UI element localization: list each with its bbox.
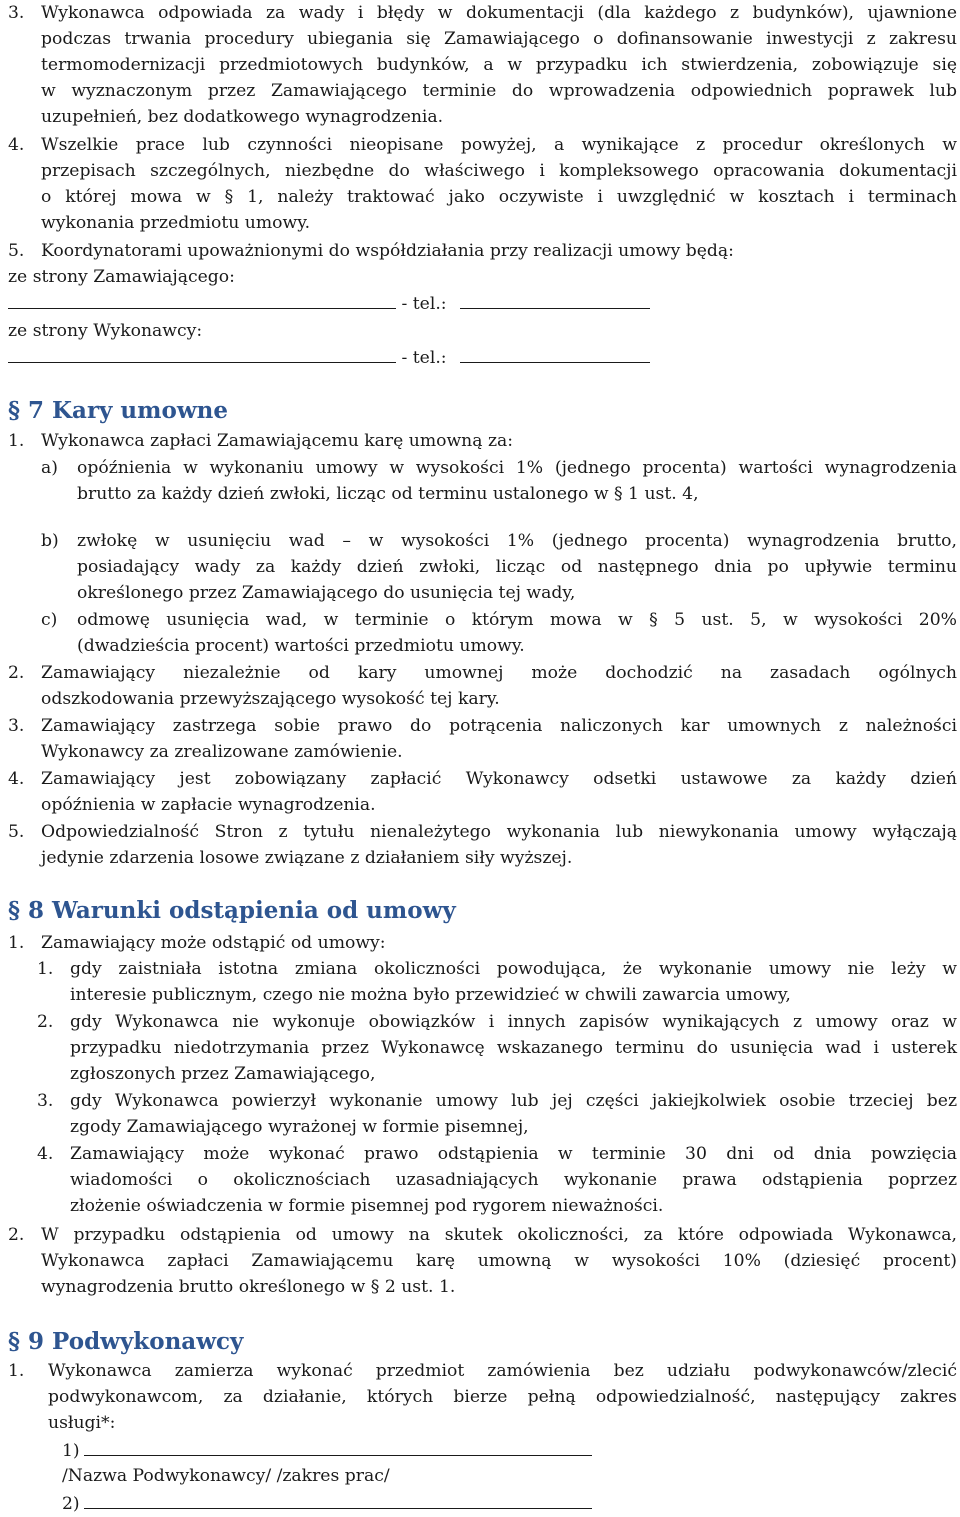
text-line: (dwadzieścia procent) wartości przedmiotu umowy.	[77, 636, 525, 656]
text-line: przepisach szczególnych, niezbędne do właściwego i kompleksowego opracowania dokumentacji	[41, 161, 957, 181]
tel-blank[interactable]	[460, 344, 650, 363]
subcontractor-blank[interactable]	[84, 1490, 592, 1509]
text-line: określonego przez Zamawiającego do usunięcia tej wady,	[77, 583, 576, 603]
subitem-number: 2.	[37, 1012, 54, 1032]
zamawiajacy-label: ze strony Zamawiającego:	[8, 267, 235, 287]
blank-caption: /Nazwa Podwykonawcy/ /zakres prac/	[62, 1466, 390, 1486]
text-line: Wykonawcy za zrealizowane zamówienie.	[41, 742, 403, 762]
text-line: opóźnienia w zapłacie wynagrodzenia.	[41, 795, 376, 815]
text-line: gdy zaistniała istotna zmiana okoliczności powodująca, że wykonanie umowy nie leży w	[70, 959, 957, 979]
text-line: odmowę usunięcia wad, w terminie o którym mowa w § 5 ust. 5, w wysokości 20%	[77, 610, 957, 630]
text-line: wiadomości o okolicznościach uzasadniających wykonanie prawa odstąpienia poprzez	[70, 1170, 957, 1190]
text-line: Wykonawca zapłaci Zamawiającemu karę umowną w wysokości 10% (dziesięć procent)	[41, 1251, 957, 1271]
wykonawca-contact	[8, 344, 650, 371]
text-line: odszkodowania przewyższającego wysokość tej kary.	[41, 689, 500, 709]
item-number: 5.	[8, 241, 25, 261]
text-line: gdy Wykonawca powierzył wykonanie umowy lub jej części jakiejkolwiek osobie trzeciej bez	[70, 1091, 957, 1111]
tel-label: - tel.:	[401, 294, 447, 314]
wykonawca-label: ze strony Wykonawcy:	[8, 321, 203, 341]
text-line: Zamawiający jest zobowiązany zapłacić Wykonawcy odsetki ustawowe za każdy dzień	[41, 769, 957, 789]
text-line: uzupełnień, bez dodatkowego wynagrodzenia.	[41, 107, 444, 127]
text-line: usługi*:	[48, 1413, 116, 1433]
item-number: 2.	[8, 663, 25, 683]
item-number: 1.	[8, 431, 25, 451]
text-line: Zamawiający niezależnie od kary umownej może dochodzić na zasadach ogólnych	[41, 663, 957, 683]
text-line: Zamawiający może odstąpić od umowy:	[41, 933, 386, 953]
text-line: Zamawiający może wykonać prawo odstąpienia w terminie 30 dni od dnia powzięcia	[70, 1144, 957, 1164]
text-line: złożenie oświadczenia w formie pisemnej pod rygorem nieważności.	[70, 1196, 664, 1216]
text-line: Wykonawca zapłaci Zamawiającemu karę umowną za:	[41, 431, 514, 451]
text-line: podwykonawcom, za działanie, których bierze pełną odpowiedzialność, następujący zakres	[48, 1387, 957, 1407]
text-line: opóźnienia w wykonaniu umowy w wysokości 1% (jednego procenta) wartości wynagrodzenia	[77, 458, 957, 478]
item-letter: b)	[41, 531, 59, 551]
subcontractor-entry	[62, 1490, 592, 1517]
item-number: 3.	[8, 3, 25, 23]
item-number: 4.	[8, 135, 25, 155]
text-line: Odpowiedzialność Stron z tytułu nienależytego wykonania lub niewykonania umowy wyłączają	[41, 822, 957, 842]
item-letter: c)	[41, 610, 58, 630]
text-line: Wykonawca zamierza wykonać przedmiot zamówienia bez udziału podwykonawców/zlecić	[48, 1361, 957, 1381]
subcontractor-entry	[62, 1437, 592, 1464]
text-line: zwłokę w usunięciu wad – w wysokości 1% (jednego procenta) wynagrodzenia brutto,	[77, 531, 957, 551]
item-number: 1.	[8, 933, 25, 953]
text-line: w wyznaczonym przez Zamawiającego terminie do wprowadzenia odpowiednich poprawek lub	[41, 81, 957, 101]
subitem-number: 3.	[37, 1091, 54, 1111]
item-letter: a)	[41, 458, 58, 478]
entry-number: 1)	[62, 1441, 80, 1461]
item-number: 1.	[8, 1361, 25, 1381]
item-number: 5.	[8, 822, 25, 842]
name-blank[interactable]	[8, 344, 396, 363]
zamawiajacy-contact	[8, 290, 650, 317]
text-line: gdy Wykonawca nie wykonuje obowiązków i innych zapisów wynikających z umowy oraz w	[70, 1012, 957, 1032]
text-line: W przypadku odstąpienia od umowy na skutek okoliczności, za które odpowiada Wykonawca,	[41, 1225, 957, 1245]
section-heading: § 8 Warunki odstąpienia od umowy	[8, 897, 456, 924]
text-line: przypadku niedotrzymania przez Wykonawcę wskazanego terminu do usunięcia wad i usterek	[70, 1038, 957, 1058]
section-heading: § 7 Kary umowne	[8, 397, 228, 424]
text-line: termomodernizacji przedmiotowych budynków, a w przypadku ich stwierdzenia, zobowiązuje się	[41, 55, 957, 75]
item-number: 3.	[8, 716, 25, 736]
item-number: 2.	[8, 1225, 25, 1245]
text-line: zgłoszonych przez Zamawiającego,	[70, 1064, 376, 1084]
text-line: Wykonawca odpowiada za wady i błędy w dokumentacji (dla każdego z budynków), ujawnione	[41, 3, 957, 23]
tel-label: - tel.:	[401, 348, 447, 368]
item-number: 4.	[8, 769, 25, 789]
text-line: zgody Zamawiającego wyrażonej w formie pisemnej,	[70, 1117, 529, 1137]
entry-number: 2)	[62, 1494, 80, 1514]
text-line: wykonania przedmiotu umowy.	[41, 213, 311, 233]
text-line: Zamawiający zastrzega sobie prawo do potrącenia naliczonych kar umownych z należności	[41, 716, 957, 736]
subitem-number: 4.	[37, 1144, 54, 1164]
tel-blank[interactable]	[460, 290, 650, 309]
text-line: posiadający wady za każdy dzień zwłoki, licząc od następnego dnia po upływie terminu	[77, 557, 957, 577]
text-line: jedynie zdarzenia losowe związane z działaniem siły wyższej.	[41, 848, 573, 868]
text-line: o której mowa w § 1, należy traktować jako oczywiste i uwzględnić w kosztach i terminach	[41, 187, 957, 207]
text-line: podczas trwania procedury ubiegania się Zamawiającego o dofinansowanie inwestycji z zakresu	[41, 29, 957, 49]
text-line: Koordynatorami upoważnionymi do współdziałania przy realizacji umowy będą:	[41, 241, 734, 261]
text-line: wynagrodzenia brutto określonego w § 2 ust. 1.	[41, 1277, 456, 1297]
section-heading: § 9 Podwykonawcy	[8, 1328, 244, 1355]
subitem-number: 1.	[37, 959, 54, 979]
text-line: brutto za każdy dzień zwłoki, licząc od terminu ustalonego w § 1 ust. 4,	[77, 484, 699, 504]
name-blank[interactable]	[8, 290, 396, 309]
subcontractor-blank[interactable]	[84, 1437, 592, 1456]
text-line: Wszelkie prace lub czynności nieopisane powyżej, a wynikające z procedur określonych w	[41, 135, 957, 155]
text-line: interesie publicznym, czego nie można było przewidzieć w chwili zawarcia umowy,	[70, 985, 791, 1005]
